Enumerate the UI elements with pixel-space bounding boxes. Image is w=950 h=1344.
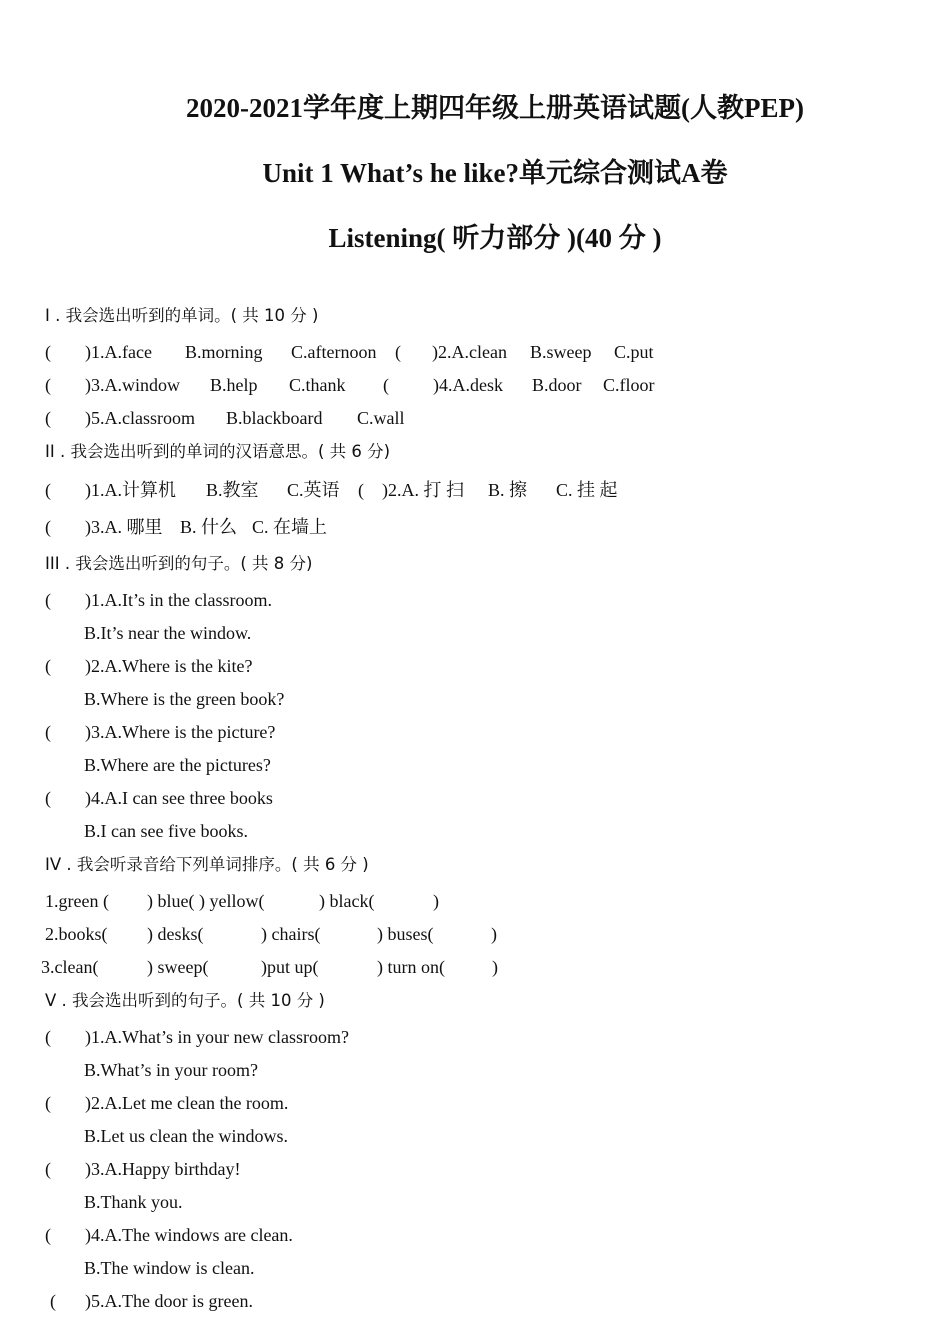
s5-q2-a: ( )2.A.Let me clean the room. [45, 1093, 289, 1113]
s3-q3-a: ( )3.A.Where is the picture? [45, 722, 276, 742]
s5-q4-a: ( )4.A.The windows are clean. [45, 1225, 293, 1245]
s3-q2-b: B.Where is the green book? [84, 689, 285, 709]
s2-row-1: ( )1.A.计算机 B.教室 C.英语 ( )2.A. 打 扫 B. 擦 C. 挂 起 [45, 480, 618, 500]
s4-row-1: 1.green ( ) blue( ) yellow( ) black( ) [45, 891, 439, 911]
s5-q5-a: ( )5.A.The door is green. [50, 1291, 253, 1311]
s5-q3-a: ( )3.A.Happy birthday! [45, 1159, 241, 1179]
section-1-heading: I . 我会选出听到的单词。( 共 10 分 ) [45, 306, 319, 325]
s5-q4-b: B.The window is clean. [84, 1258, 255, 1278]
section-2-heading: II . 我会选出听到的单词的汉语意思。( 共 6 分) [45, 442, 391, 461]
s1-row-2: ( )3.A.window B.help C.thank ( )4.A.desk B.door C.floor [45, 375, 655, 395]
s3-q1-a: ( )1.A.It’s in the classroom. [45, 590, 272, 610]
section-4-heading: IV . 我会听录音给下列单词排序。( 共 6 分 ) [45, 855, 369, 874]
s3-q3-b: B.Where are the pictures? [84, 755, 271, 775]
s3-q4-b: B.I can see five books. [84, 821, 248, 841]
part-title: Listening( 听力部分 )(40 分 ) [328, 223, 662, 253]
s3-q1-b: B.It’s near the window. [84, 623, 252, 643]
section-3-heading: III . 我会选出听到的句子。( 共 8 分) [45, 554, 313, 573]
s4-row-3: 3.clean( ) sweep( )put up( ) turn on( ) [41, 957, 498, 977]
s5-q1-a: ( )1.A.What’s in your new classroom? [45, 1027, 349, 1047]
s3-q4-a: ( )4.A.I can see three books [45, 788, 273, 808]
section-5-heading: V . 我会选出听到的句子。( 共 10 分 ) [45, 991, 325, 1010]
s1-row-3: ( )5.A.classroom B.blackboard C.wall [45, 408, 405, 428]
exam-title: 2020-2021学年度上期四年级上册英语试题(人教PEP) [186, 93, 804, 123]
s2-row-2: ( )3.A. 哪里 B. 什么 C. 在墙上 [45, 517, 328, 537]
s3-q2-a: ( )2.A.Where is the kite? [45, 656, 253, 676]
unit-title: Unit 1 What’s he like?单元综合测试A卷 [262, 158, 728, 188]
s4-row-2: 2.books( ) desks( ) chairs( ) buses( ) [45, 924, 497, 944]
s1-row-1: ( )1.A.face B.morning C.afternoon ( )2.A.clean B.sweep C.put [45, 342, 654, 362]
s5-q2-b: B.Let us clean the windows. [84, 1126, 288, 1146]
s5-q3-b: B.Thank you. [84, 1192, 183, 1212]
s5-q1-b: B.What’s in your room? [84, 1060, 258, 1080]
